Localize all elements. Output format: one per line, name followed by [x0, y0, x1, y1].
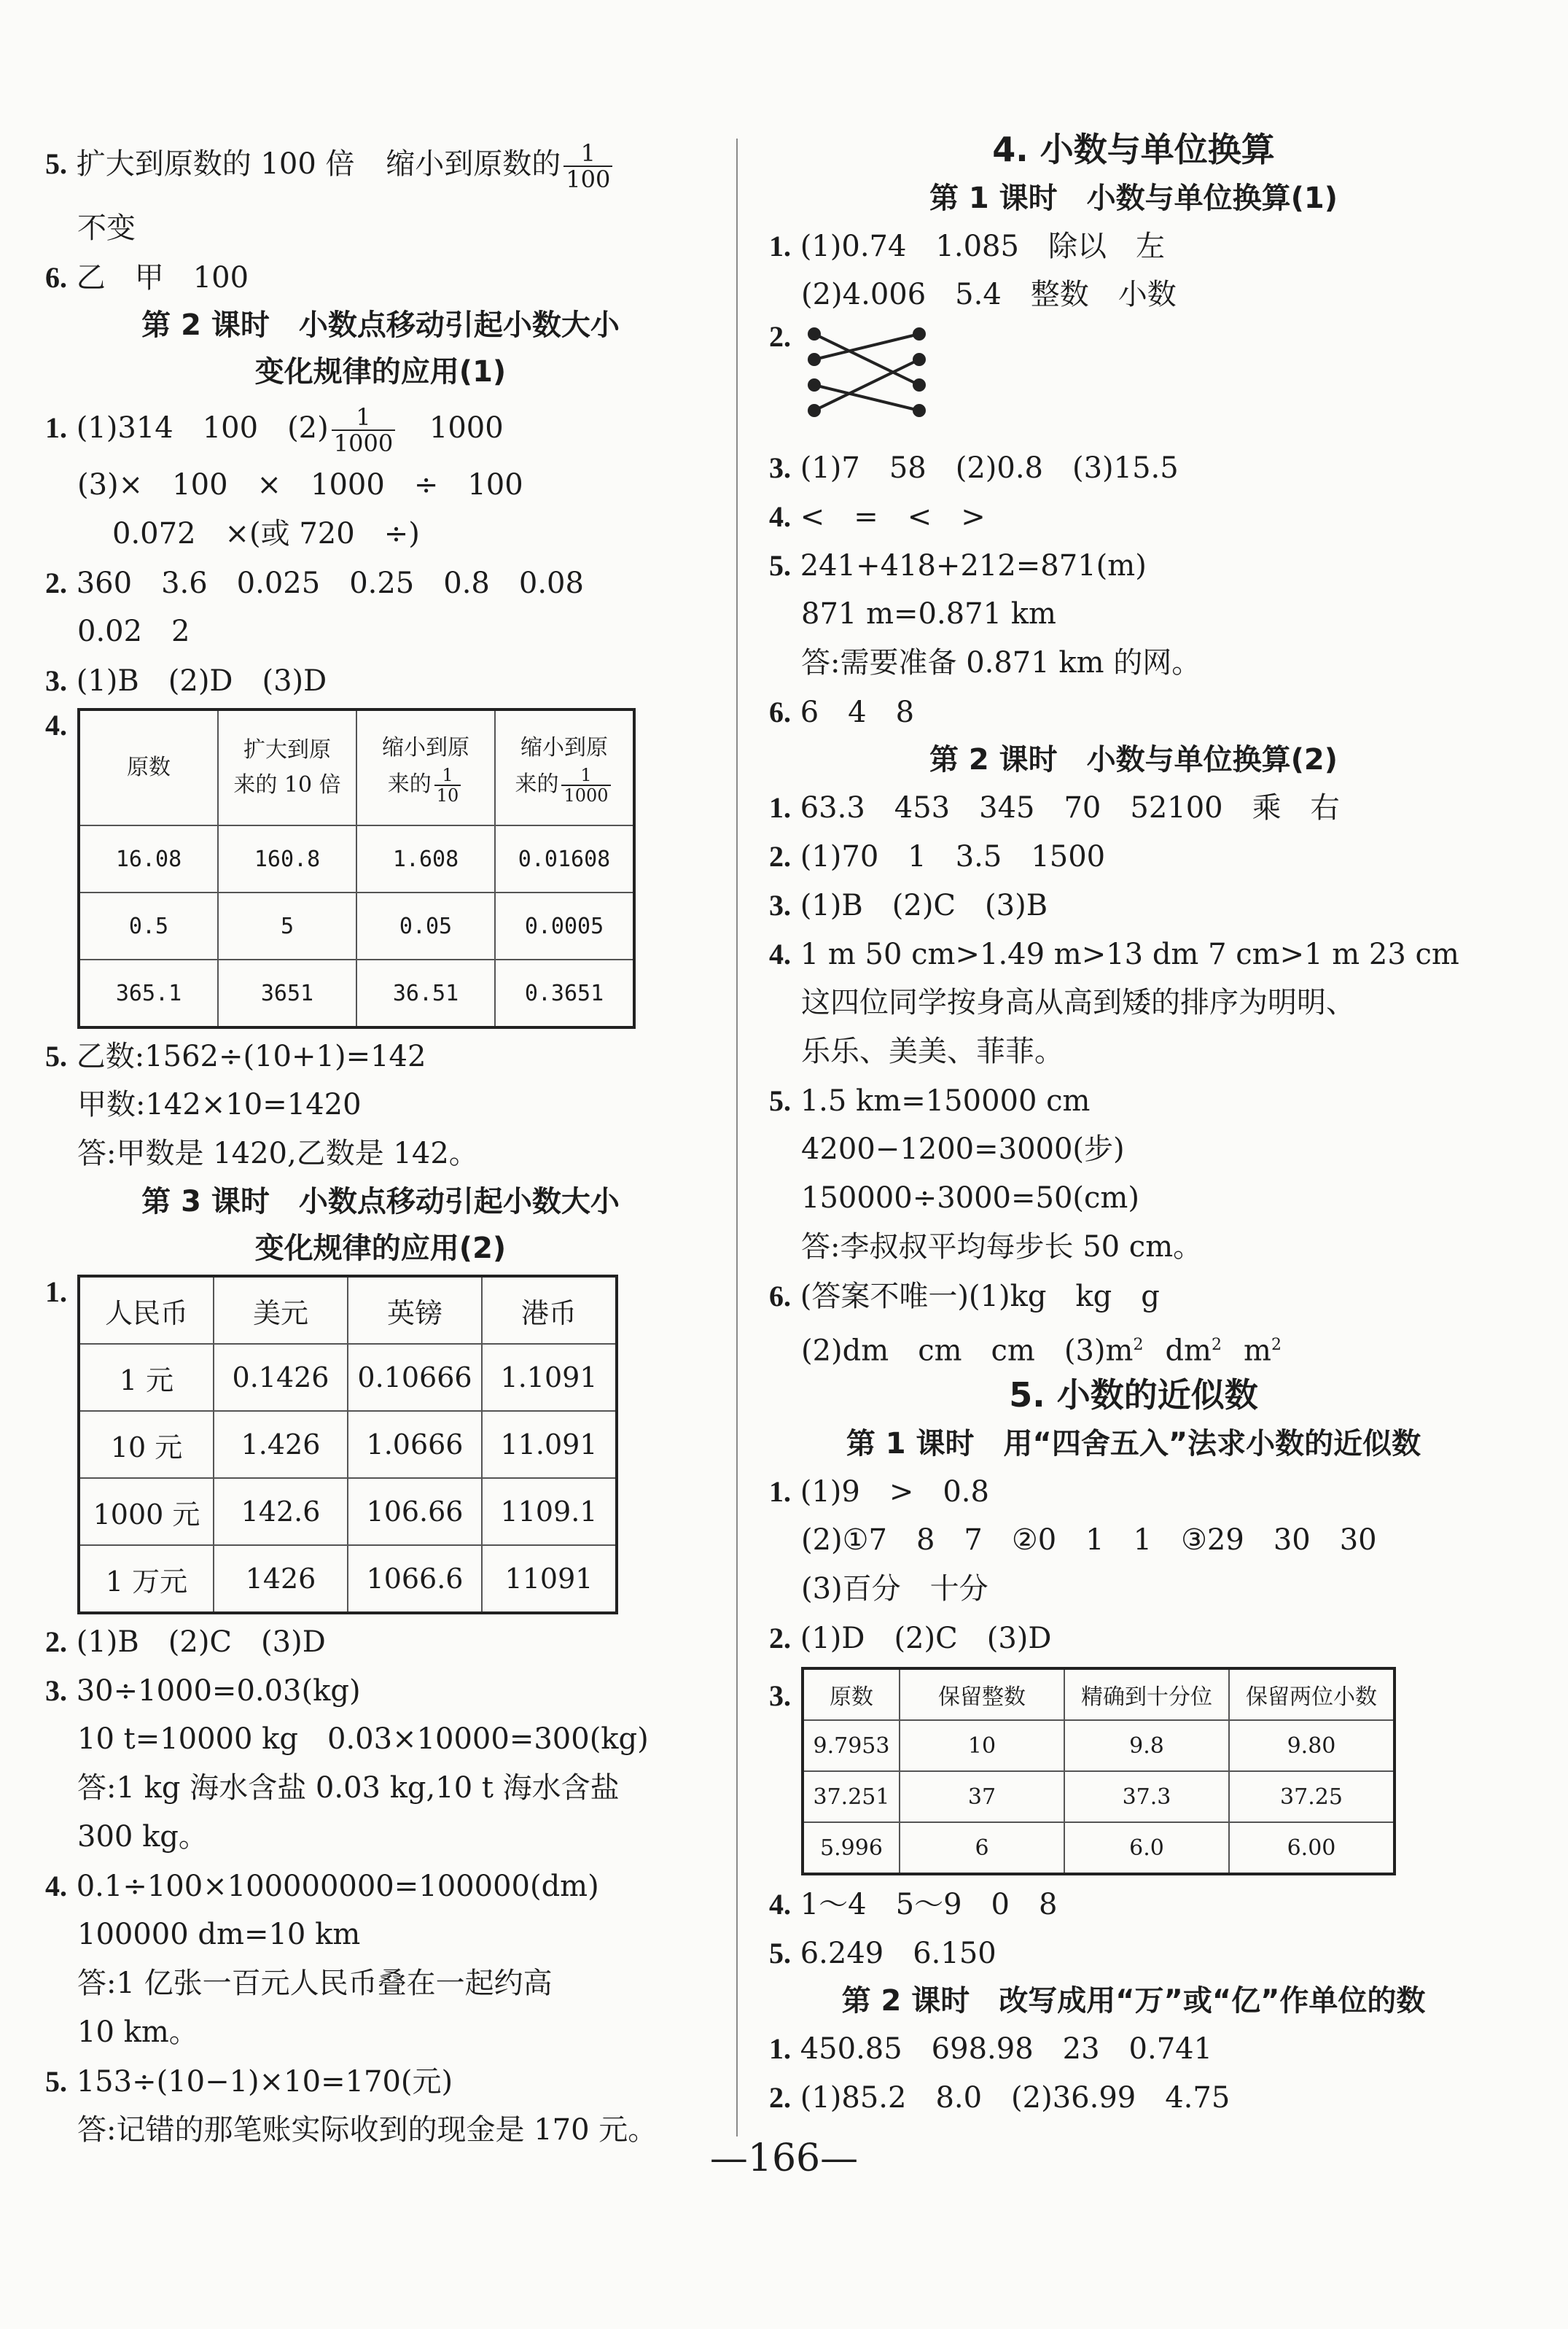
answer-1: 1. 450.85 698.98 23 0.741 [769, 2032, 1213, 2066]
match-point [914, 405, 924, 416]
match-point [914, 329, 924, 339]
lesson-title: 第 2 课时 改写成用“万”或“亿”作单位的数 [841, 1984, 1426, 2018]
answer-line: 10 km。 [77, 2015, 198, 2049]
currency-table [77, 1275, 618, 1614]
answer-2: 2. (1)D (2)C (3)D [769, 1622, 1052, 1655]
table-row: 1 万元 1426 1066.6 11091 [79, 1545, 617, 1613]
answer-line: (2)4.006 5.4 整数 小数 [801, 278, 1177, 311]
answer-4: 4. 0.1÷100×100000000=100000(dm) [45, 1870, 599, 1903]
answer-6: 6. 乙 甲 100 [45, 261, 249, 295]
matching-line [814, 385, 919, 411]
answer-line: 100000 dm=10 km [77, 1918, 361, 1951]
lesson-title: 第 1 课时 用“四舍五入”法求小数的近似数 [846, 1427, 1421, 1461]
table-header: 原数 [79, 709, 218, 825]
section-title: 5. 小数的近似数 [1009, 1375, 1258, 1415]
answer-line: 不变 [77, 211, 136, 245]
answer-line: 0.02 2 [77, 615, 190, 648]
answer-line: 答:1 亿张一百元人民币叠在一起约高 [77, 1967, 553, 2000]
answer-line: (2)①7 8 7 ②0 1 1 ③29 30 30 [801, 1523, 1377, 1557]
answer-1: 1. (1)0.74 1.085 除以 左 [769, 230, 1165, 263]
answer-line: (3)百分 十分 [801, 1572, 988, 1606]
lesson-title: 第 1 课时 小数与单位换算(1) [929, 182, 1338, 215]
answer-2: 2. (1)70 1 3.5 1500 [769, 840, 1106, 874]
table-row: 9.7953 10 9.8 9.80 [803, 1720, 1395, 1771]
answer-line: (3)× 100 × 1000 ÷ 100 [77, 468, 523, 502]
answer-line: 4200−1200=3000(步) [801, 1132, 1125, 1166]
match-point [914, 354, 924, 365]
table-row: 0.5 5 0.05 0.0005 [79, 893, 634, 960]
matching-line [814, 334, 919, 359]
answer-2: 2. (1)85.2 8.0 (2)36.99 4.75 [769, 2081, 1230, 2115]
right-column [769, 124, 1498, 2122]
fraction: $\frac{1}{1000}$ [332, 405, 395, 456]
answer-2: 2. 360 3.6 0.025 0.25 0.8 0.08 [45, 567, 584, 600]
fraction: $\frac{1}{100}$ [563, 141, 612, 192]
answer-line: 答:1 kg 海水含盐 0.03 kg,10 t 海水含盐 [77, 1771, 620, 1805]
answer-2: 2. (1)B (2)C (3)D [45, 1625, 326, 1659]
answer-1: 1. 人民币 美元 英镑 港币 1 元 0.1426 0.10666 1.1091 10 元 1.426 1.0666 11.091 1000 元 142.6 106.66 1109.1 1 万元 1426 1066.6 11091 [45, 1275, 716, 1614]
answer-6: 6. (答案不唯一)(1)kg kg g [769, 1280, 1160, 1313]
answer-line: 300 kg。 [77, 1820, 208, 1854]
answer-line: 150000÷3000=50(cm) [801, 1181, 1139, 1215]
answer-line: 答:记错的那笔账实际收到的现金是 170 元。 [77, 2113, 658, 2147]
answer-5: 5. 1.5 km=150000 cm [769, 1084, 1091, 1118]
answer-line: 乐乐、美美、菲菲。 [801, 1035, 1064, 1068]
table-row: 1 元 0.1426 0.10666 1.1091 [79, 1344, 617, 1411]
column-divider [736, 139, 738, 2136]
answer-line: 871 m=0.871 km [801, 597, 1056, 631]
match-point [914, 380, 924, 390]
lesson-title: 第 3 课时 小数点移动引起小数大小 [141, 1185, 620, 1218]
answer-1: 1. 63.3 453 345 70 52100 乘 右 [769, 791, 1340, 825]
page-number: —166— [709, 2136, 859, 2180]
table-header-row: 原数 保留整数 精确到十分位 保留两位小数 [803, 1668, 1395, 1720]
answer-5: 5. 153÷(10−1)×10=170(元) [45, 2065, 453, 2099]
answer-5: 5. 扩大到原数的 100 倍 缩小到原数的 $\frac{1}{100}$ [45, 124, 716, 204]
answer-3: 3. (1)7 58 (2)0.8 (3)15.5 [769, 451, 1179, 485]
answer-3: 3. 原数 保留整数 精确到十分位 保留两位小数 9.7953 10 9.8 9.80 37.251 37 37.3 37.25 5.996 6 6.0 6.00 [769, 1667, 1498, 1875]
rounding-table [801, 1667, 1396, 1875]
scaling-table [77, 708, 636, 1029]
answer-4: 4. 1 m 50 cm>1.49 m>13 dm 7 cm>1 m 23 cm [769, 938, 1459, 971]
table-row: 365.1 3651 36.51 0.3651 [79, 960, 634, 1027]
table-row: 1000 元 142.6 106.66 1109.1 [79, 1478, 617, 1545]
table-row: 5.996 6 6.0 6.00 [803, 1822, 1395, 1874]
section-title: 4. 小数与单位换算 [992, 130, 1275, 169]
answer-line: 甲数:142×10=1420 [77, 1088, 362, 1121]
answer-5: 5. 6.249 6.150 [769, 1937, 996, 1970]
answer-line: 这四位同学按身高从高到矮的排序为明明、 [801, 986, 1355, 1019]
answer-3: 3. (1)B (2)C (3)B [769, 889, 1048, 922]
answer-line: 答:甲数是 1420,乙数是 142。 [77, 1137, 478, 1170]
answer-1: 1. (1)9 > 0.8 [769, 1475, 989, 1509]
answer-4: 4. < = < > [769, 500, 986, 534]
table-row: 10 元 1.426 1.0666 11.091 [79, 1411, 617, 1478]
matching-diagram [801, 319, 947, 443]
match-point [809, 354, 819, 365]
answer-4: 4. 原数 扩大到原 来的 10 倍 缩小到原 来的 $\frac{1}{10}$ 缩小到原 来的 $\frac{1}{1000}$ 16.08 160.8 1.608 0.01608 0.5 5 0.05 0.0005 365.1 3651 36.51 0.3651 [45, 708, 716, 1029]
answer-line: 0.072 ×(或 720 ÷) [112, 517, 420, 551]
table-header: 扩大到原 来的 10 倍 [218, 709, 356, 825]
matching-line [814, 359, 919, 411]
answer-3: 3. (1)B (2)D (3)D [45, 664, 327, 698]
match-point [809, 405, 819, 416]
table-row: 37.251 37 37.3 37.25 [803, 1771, 1395, 1822]
lesson-title: 变化规律的应用(1) [254, 355, 507, 389]
left-column [45, 124, 716, 2155]
answer-6: 6. 6 4 8 [769, 696, 915, 729]
answer-4: 4. 1～4 5～9 0 8 [769, 1888, 1058, 1921]
answer-line: 答:李叔叔平均每步长 50 cm。 [801, 1230, 1203, 1264]
answer-5: 5. 乙数:1562÷(10+1)=142 [45, 1040, 426, 1073]
table-header-row: 人民币 美元 英镑 港币 [79, 1276, 617, 1344]
match-point [809, 329, 819, 339]
answer-2: 2. [769, 319, 1498, 443]
table-header: 缩小到原 来的 $\frac{1}{10}$ [356, 709, 495, 825]
answer-1: 1. (1)314 100 (2) $\frac{1}{1000}$ 1000 [45, 403, 504, 457]
answer-5: 5. 241+418+212=871(m) [769, 549, 1147, 583]
lesson-title: 变化规律的应用(2) [254, 1232, 507, 1265]
answer-line: 答:需要准备 0.871 km 的网。 [801, 646, 1201, 680]
answer-line: (2)dm cm cm $(3)m^2$ $dm^2$ $m^2$ [801, 1334, 1282, 1368]
matching-line [814, 334, 919, 385]
lesson-title: 第 2 课时 小数点移动引起小数大小 [141, 308, 620, 342]
match-point [809, 380, 819, 390]
answer-line: 10 t=10000 kg 0.03×10000=300(kg) [77, 1722, 649, 1756]
table-row: 16.08 160.8 1.608 0.01608 [79, 825, 634, 893]
table-header: 缩小到原 来的 $\frac{1}{1000}$ [495, 709, 634, 825]
answer-3: 3. 30÷1000=0.03(kg) [45, 1674, 361, 1708]
lesson-title: 第 2 课时 小数与单位换算(2) [929, 743, 1338, 777]
